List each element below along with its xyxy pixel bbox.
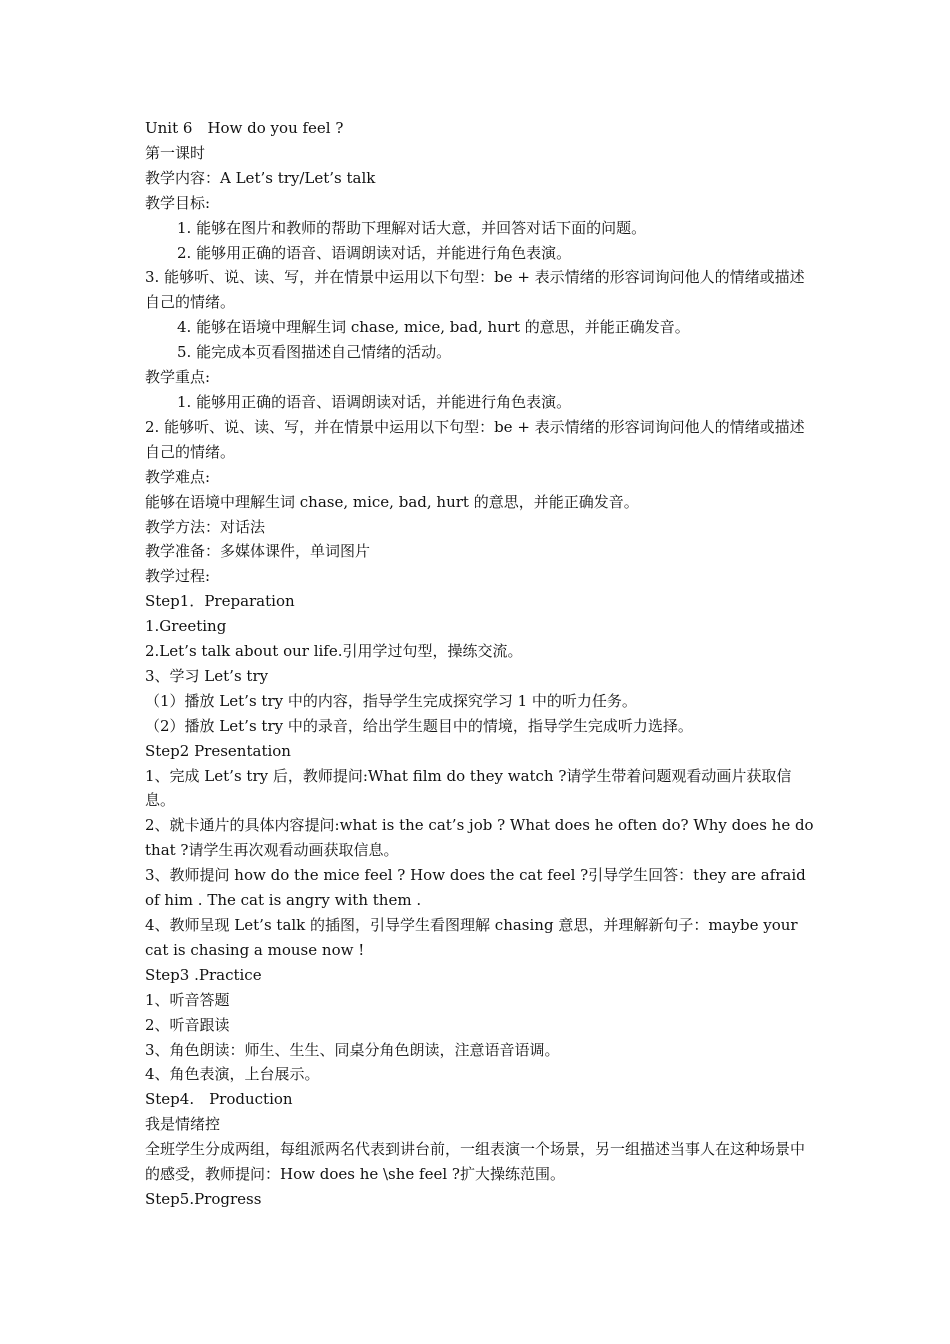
- step3-item: 4、角色表演，上台展示。: [145, 1065, 320, 1084]
- process-heading: 教学过程:: [145, 567, 211, 586]
- goals-heading: 教学目标:: [145, 193, 211, 212]
- step3-item: 3、角色朗读：师生、生生、同桌分角色朗读，注意语音语调。: [145, 1040, 560, 1059]
- goal-item: 1. 能够在图片和教师的帮助下理解对话大意，并回答对话下面的问题。: [177, 218, 647, 237]
- step4-subtitle: 我是情绪控: [145, 1115, 221, 1134]
- document-body: [145, 116, 815, 1212]
- goal-item: 4. 能够在语境中理解生词 chase, mice, bad, hurt 的意思，并能正确发音。: [177, 318, 690, 337]
- goal-item: 2. 能够用正确的语音、语调朗读对话，并能进行角色表演。: [177, 243, 572, 262]
- step1-item: 1.Greeting: [145, 617, 227, 636]
- step3-item: 1、听音答题: [145, 990, 230, 1009]
- goal-item: 5. 能完成本页看图描述自己情绪的活动。: [177, 343, 452, 362]
- step1-item: （2）播放 Let’s try 中的录音，给出学生题目中的情境，指导学生完成听力选择。: [145, 716, 693, 735]
- goal-item: 3. 能够听、说、读、写，并在情景中运用以下句型：be + 表示情绪的形容词询问他人的情绪或描述自己的情绪。: [145, 268, 805, 312]
- step1-item: 2.Let’s talk about our life.引用学过句型，操练交流。: [145, 642, 523, 661]
- step4-title: Step4. Production: [145, 1090, 293, 1109]
- key-point-item: 1. 能够用正确的语音、语调朗读对话，并能进行角色表演。: [177, 392, 572, 411]
- step2-item: 3、教师提问 how do the mice feel ? How does the cat feel ?引导学生回答：they are afraid of him . The cat is angry with them .: [145, 866, 806, 910]
- lesson-label: 第一课时: [145, 143, 206, 162]
- step4-text: 全班学生分成两组，每组派两名代表到讲台前，一组表演一个场景，另一组描述当事人在这种场景中的感受，教师提问：How does he \she feel ?扩大操练范围。: [145, 1140, 806, 1184]
- teaching-preparation: 教学准备：多媒体课件，单词图片: [145, 542, 371, 561]
- step2-item: 4、教师呈现 Let’s talk 的插图，引导学生看图理解 chasing 意思，并理解新句子：maybe your cat is chasing a mouse now !: [145, 916, 798, 959]
- doc-title: Unit 6 How do you feel ?: [145, 119, 344, 137]
- key-point-item: 2. 能够听、说、读、写，并在情景中运用以下句型：be + 表示情绪的形容词询问他人的情绪或描述自己的情绪。: [145, 417, 805, 461]
- step2-title: Step2 Presentation: [145, 741, 291, 760]
- step2-item: 1、完成 Let’s try 后，教师提问:What film do they watch ?请学生带着问题观看动画片获取信息。: [145, 766, 792, 810]
- step2-item: 2、就卡通片的具体内容提问:what is the cat’s job ? What does he often do? Why does he do that ?请学生再次观看动画获取信息。: [145, 816, 814, 860]
- key-points-heading: 教学重点:: [145, 368, 211, 387]
- step1-item: （1）播放 Let’s try 中的内容，指导学生完成探究学习 1 中的听力任务。: [145, 691, 637, 710]
- step1-title: Step1．Preparation: [145, 592, 295, 611]
- difficult-points-text: 能够在语境中理解生词 chase, mice, bad, hurt 的意思，并能正确发音。: [145, 492, 639, 511]
- difficult-points-heading: 教学难点:: [145, 467, 211, 486]
- teaching-method: 教学方法：对话法: [145, 517, 266, 536]
- step1-item: 3、学习 Let’s try: [145, 666, 269, 685]
- step3-item: 2、听音跟读: [145, 1015, 230, 1034]
- teaching-content: 教学内容：A Let’s try/Let’s talk: [145, 168, 376, 187]
- step3-title: Step3 .Practice: [145, 965, 262, 984]
- step5-title: Step5.Progress: [145, 1189, 262, 1208]
